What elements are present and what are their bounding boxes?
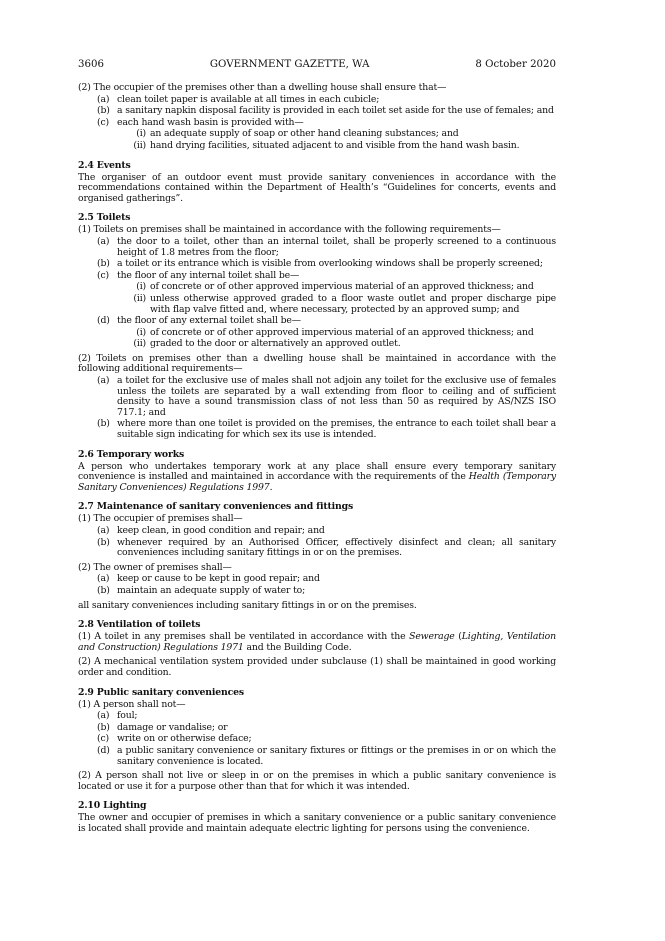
section-heading: 2.8 Ventilation of toilets <box>78 619 201 631</box>
section-heading: 2.9 Public sanitary conveniences <box>78 686 244 698</box>
page-number: 3606 <box>78 59 104 70</box>
list-item: (b) a sanitary napkin disposal facility is provided in each toilet set aside for the use of females; and <box>97 105 554 117</box>
paragraph: The owner and occupier of premises in which a sanitary convenience or a public sanitary convenience is located shall provide and maintain adequate electric lighting for persons using the convenience. <box>78 812 556 834</box>
paragraph: The organiser of an outdoor event must provide sanitary conveniences in accordance with the recommendations contained within the Department of Health’s “Guidelines for concerts, events and organised gatherings”. <box>78 171 556 204</box>
paragraph: A person who undertakes temporary work at any place shall ensure every temporary sanitary convenience is installed and maintained in accordance with the requirements of the Health (Temporary Sanitary Conveniences) Regulations 1997. <box>78 460 556 493</box>
list-item: (b) whenever required by an Authorised Officer, effectively disinfect and clean; all sanitary conveniences including sanitary fittings in or on the premises. <box>97 536 556 559</box>
paragraph: (1) The occupier of premises shall— <box>78 513 243 525</box>
list-subitem: (ii) unless otherwise approved graded to a floor waste outlet and proper discharge pipe with flap valve fitted and, where necessary, protected by an approved sump; and <box>133 292 556 315</box>
paragraph: (1) Toilets on premises shall be maintained in accordance with the following requirements— <box>78 224 501 236</box>
section-heading: 2.5 Toilets <box>78 212 131 224</box>
page-header <box>78 59 556 71</box>
list-subitem: (i) an adequate supply of soap or other hand cleaning substances; and <box>136 128 459 140</box>
list-item: (c) the floor of any internal toilet shall be— <box>97 269 300 281</box>
list-subitem: (ii) graded to the door or alternatively an approved outlet. <box>133 338 401 350</box>
list-item: (d) the floor of any external toilet shall be— <box>97 315 301 327</box>
section-heading: 2.7 Maintenance of sanitary conveniences and fittings <box>78 501 354 513</box>
list-item: (c) write on or otherwise deface; <box>97 733 252 745</box>
regulation-title: Health (Temporary Sanitary Conveniences) Regulations 1997 <box>78 471 556 493</box>
list-item: (b) a toilet or its entrance which is visible from overlooking windows shall be properly screened; <box>97 258 543 270</box>
gazette-title: GOVERNMENT GAZETTE, WA <box>209 59 370 70</box>
section-heading: 2.6 Temporary works <box>78 448 185 460</box>
list-item: (a) clean toilet paper is available at all times in each cubicle; <box>97 93 380 105</box>
list-item: (b) where more than one toilet is provided on the premises, the entrance to each toilet shall bear a suitable sign indicating for which sex its use is intended. <box>97 418 556 441</box>
list-item: (b) damage or vandalise; or <box>97 721 228 733</box>
section-heading: 2.10 Lighting <box>78 800 147 812</box>
list-item: (a) foul; <box>97 710 138 722</box>
paragraph: (2) Toilets on premises other than a dwelling house shall be maintained in accordance with the following additional requirements— <box>78 352 556 375</box>
list-item: (a) a toilet for the exclusive use of males shall not adjoin any toilet for the exclusive use of females unless the toilets are separated by a wall extending from floor to ceiling and of sufficient density to have a sound transmission class of not less than 50 as required by AS/NZS ISO 717.1; and <box>97 375 556 418</box>
paragraph: (1) A person shall not— <box>78 698 186 710</box>
list-item: (d) a public sanitary convenience or sanitary fixtures or fittings or the premises in or on which the sanitary convenience is located. <box>97 744 556 767</box>
gazette-date: 8 October 2020 <box>475 59 556 70</box>
paragraph: (2) A mechanical ventilation system provided under subclause (1) shall be maintained in good working order and condition. <box>78 656 556 678</box>
list-item: (a) keep or cause to be kept in good repair; and <box>97 573 320 585</box>
paragraph: (2) The owner of premises shall— <box>78 561 232 573</box>
regulation-title: Lighting, Ventilation and Construction) Regulations 1971 <box>78 631 556 653</box>
list-item: (a) the door to a toilet, other than an internal toilet, shall be properly screened to a continuous height of 1.8 metres from the floor; <box>97 235 556 258</box>
list-item: (c) each hand wash basin is provided with— <box>97 116 304 128</box>
list-subitem: (i) of concrete or of other approved impervious material of an approved thickness; and <box>136 326 534 338</box>
paragraph: (2) The occupier of the premises other than a dwelling house shall ensure that— <box>78 82 447 93</box>
list-subitem: (i) of concrete or of other approved impervious material of an approved thickness; and <box>136 281 534 293</box>
paragraph: (1) A toilet in any premises shall be ventilated in accordance with the Sewerage (Lighting, Ventilation and Construction) Regulations 1971 and the Building Code. <box>78 631 556 653</box>
paragraph: all sanitary conveniences including sanitary fittings in or on the premises. <box>78 599 417 611</box>
list-subitem: (ii) hand drying facilities, situated adjacent to and visible from the hand wash basin. <box>133 139 520 151</box>
paragraph: (2) A person shall not live or sleep in or on the premises in which a public sanitary convenience is located or use it for a purpose other than that for which it was intended. <box>78 770 556 792</box>
gazette-page <box>78 59 556 834</box>
list-item: (b) maintain an adequate supply of water to; <box>97 584 306 596</box>
list-item: (a) keep clean, in good condition and repair; and <box>97 525 325 536</box>
section-heading: 2.4 Events <box>78 159 131 171</box>
